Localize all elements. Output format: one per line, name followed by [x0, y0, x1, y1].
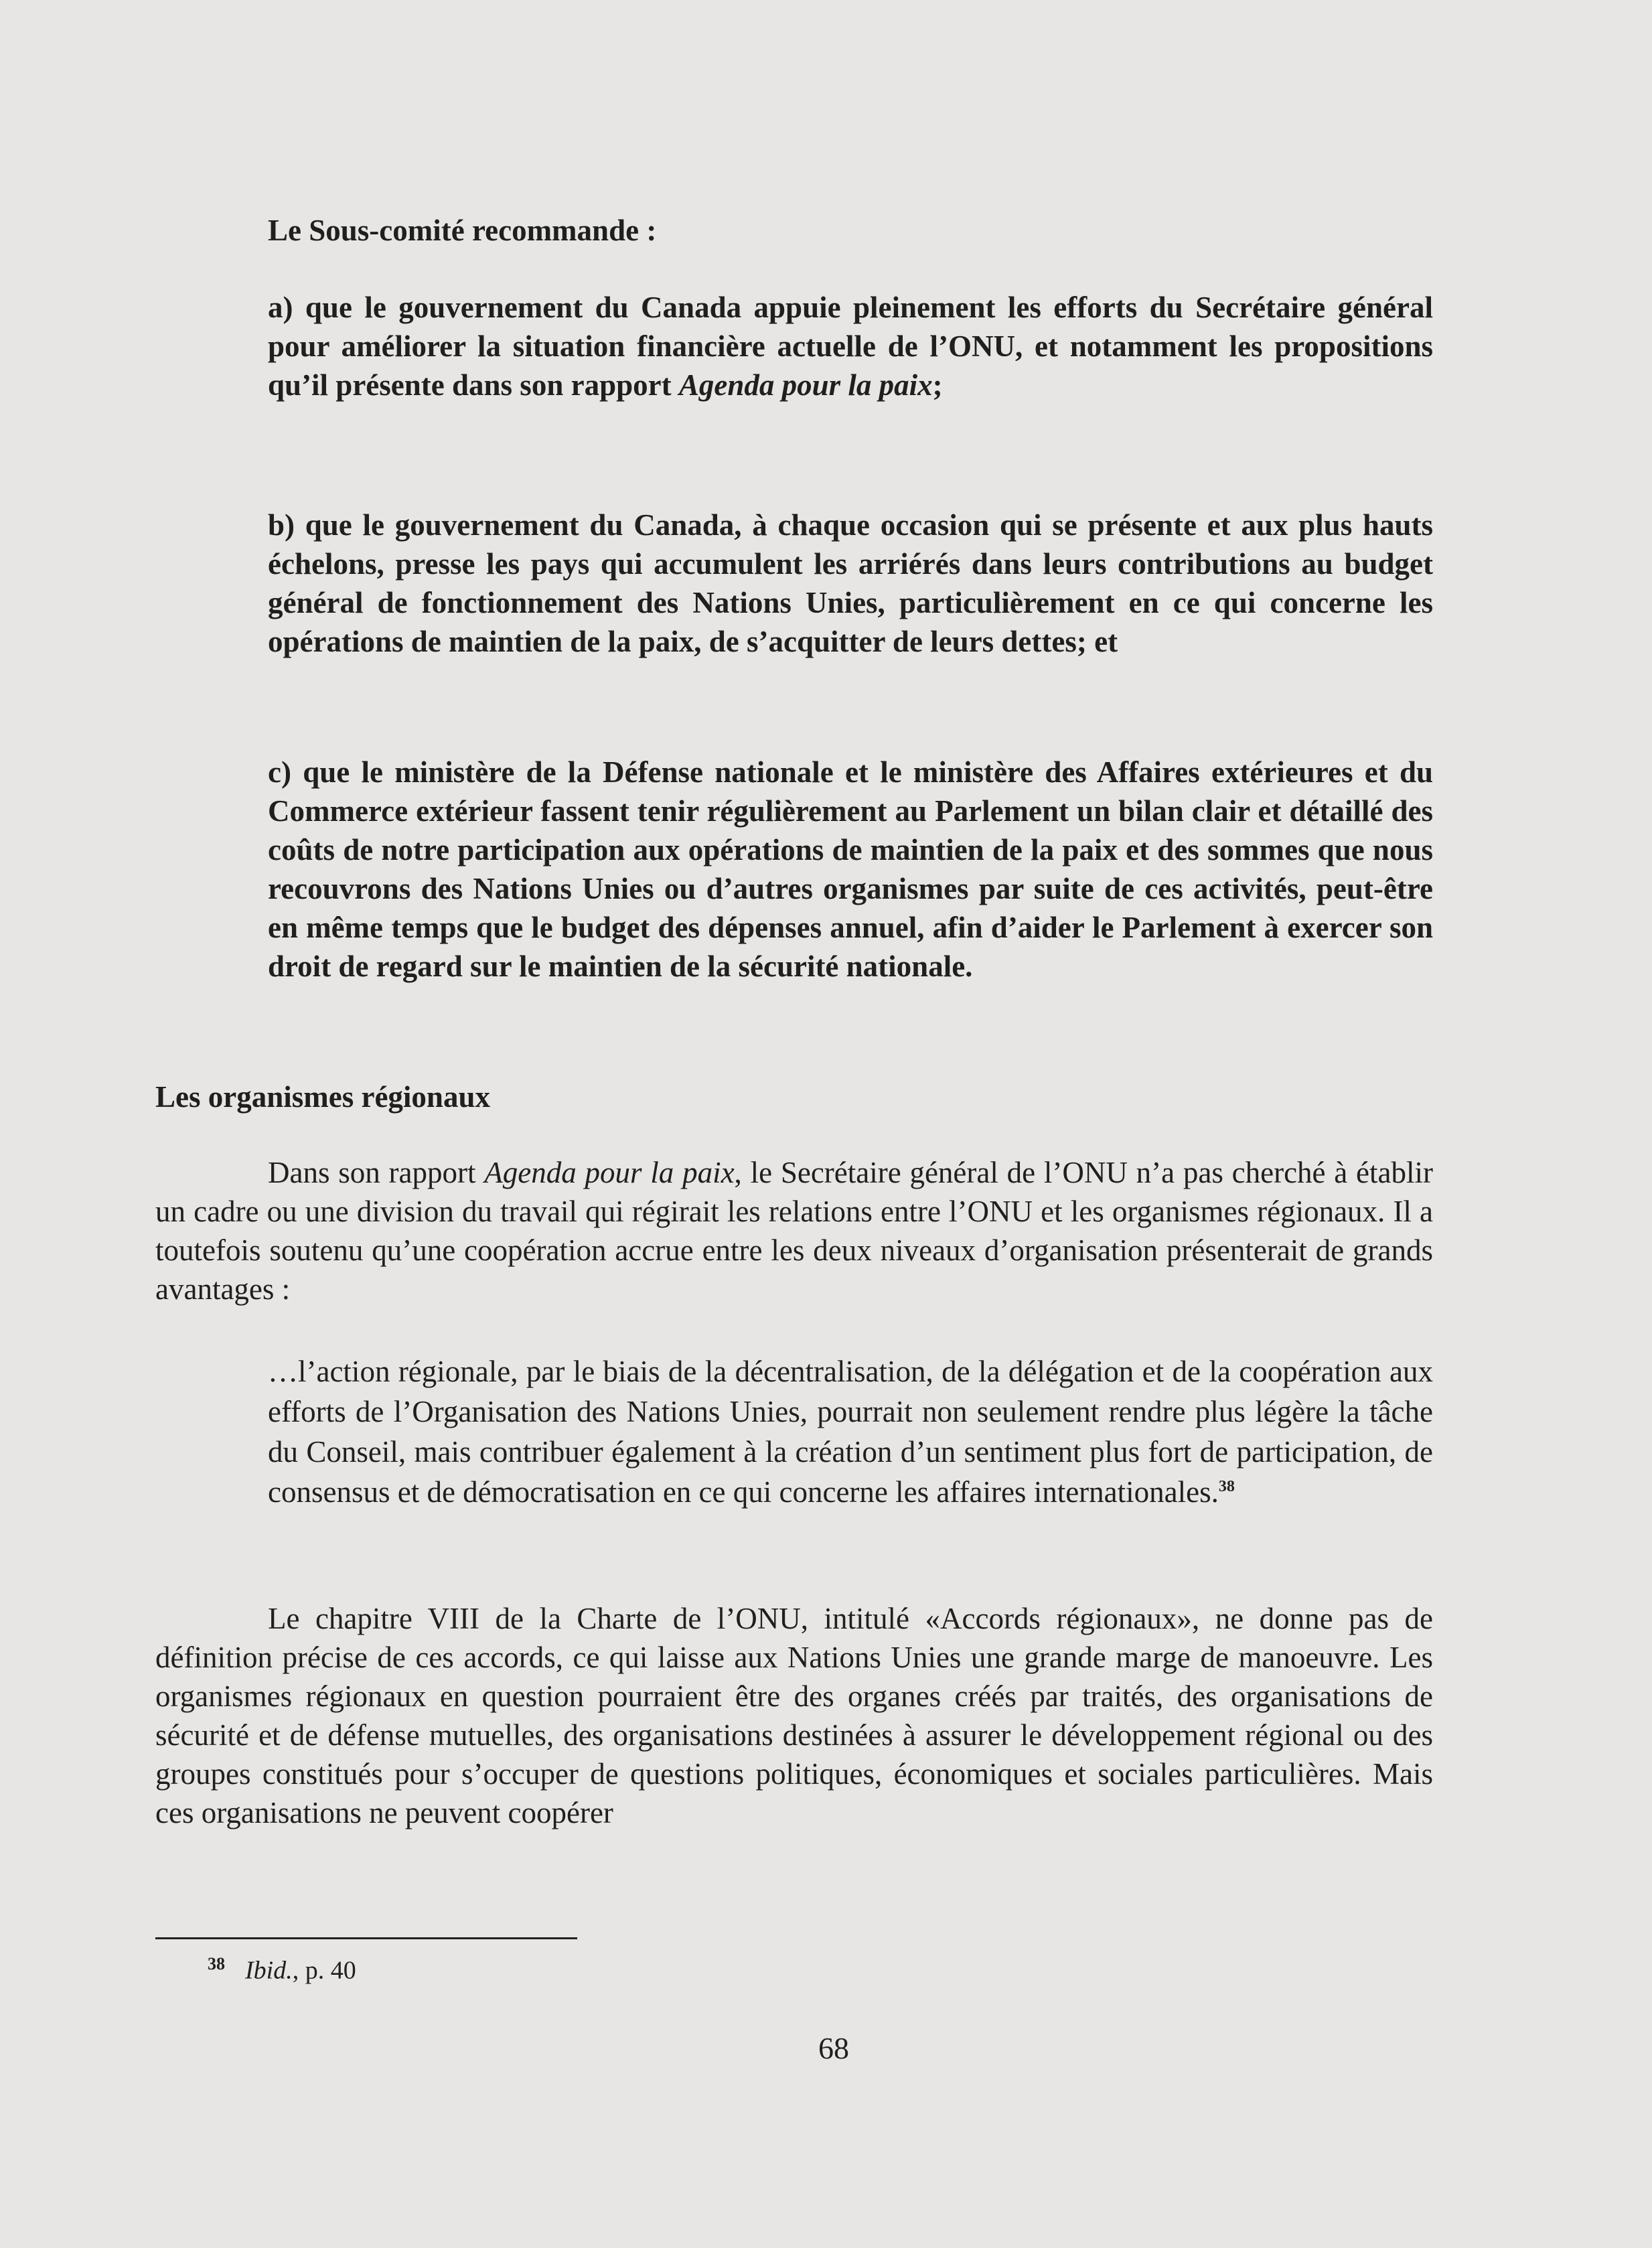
recommendation-b: b) que le gouvernement du Canada, à chaque occasion qui se présente et aux plus hauts échelons, presse les pays qui accumulent les arriérés dans leurs contributions au budget général de fonctionnement des Nations Unies, particulièrement en ce qui concerne les opérations de maintien de la paix, de s’acquitter de leurs dettes; et [268, 508, 1433, 658]
recommendation-intro: Le Sous-comité recommande : [268, 214, 657, 247]
footnote-page: , p. 40 [292, 1956, 356, 1985]
block-quote [268, 1351, 1433, 1512]
footnote-divider [155, 1937, 577, 1939]
recommendation-a [268, 288, 1433, 404]
page-number: 68 [818, 2031, 849, 2065]
section-heading: Les organismes régionaux [155, 1080, 490, 1114]
section-paragraph-1 [155, 1153, 1433, 1308]
recommendation-c: c) que le ministère de la Défense nationale et le ministère des Affaires extérieures et du Commerce extérieur fassent tenir régulièrement au Parlement un bilan clair et détaillé des coûts de notre participation aux opérations de maintien de la paix et des sommes que nous recouvrons des Nations Unies ou d’autres organismes par suite de ces activités, peut-être en même temps que le budget des dépenses annuel, afin d’aider le Parlement à exercer son droit de regard sur le maintien de la sécurité nationale. [268, 755, 1433, 983]
footnote-number: 38 [208, 1954, 225, 1973]
para1-emphasis: Agenda pour la paix [484, 1156, 735, 1189]
footnote-source: Ibid. [245, 1956, 293, 1985]
recommendation-a-end: ; [932, 368, 943, 402]
quote-text: …l’action régionale, par le biais de la décentralisation, de la délégation et de la coopération aux efforts de l’Organisation des Nations Unies, pourrait non seulement rendre plus légère la tâche du Conseil, mais contribuer également à la création d’un sentiment plus fort de participation, de consensus et de démocratisation en ce qui concerne les affaires internationales. [268, 1355, 1433, 1509]
recommendation-a-text: a) que le gouvernement du Canada appuie pleinement les efforts du Secrétaire général pour améliorer la situation financière actuelle de l’ONU, et notamment les propositions qu’il présente dans son rapport [268, 291, 1433, 402]
footnote [208, 1954, 356, 1985]
footnote-ref: 38 [1218, 1478, 1235, 1495]
section-paragraph-2: Le chapitre VIII de la Charte de l’ONU, intitulé «Accords régionaux», ne donne pas de définition précise de ces accords, ce qui laisse aux Nations Unies une grande marge de manoeuvre. Les organismes régionaux en question pourraient être des organes créés par traités, des organisations de sécurité et de défense mutuelles, des organisations destinées à assurer le développement régional ou des groupes constitués pour s’occuper de questions politiques, économiques et sociales particulières. Mais ces organisations ne peuvent coopérer [155, 1602, 1433, 1829]
para1-after: , le Secrétaire général de l’ONU n’a pas cherché à établir un cadre ou une division du travail qui régirait les relations entre l’ONU et les organismes régionaux. Il a toutefois soutenu qu’une coopération accrue entre les deux niveaux d’organisation présenterait de grands avantages : [155, 1156, 1433, 1306]
para1-before: Dans son rapport [268, 1156, 485, 1189]
recommendation-a-emphasis: Agenda pour la paix [678, 368, 933, 402]
